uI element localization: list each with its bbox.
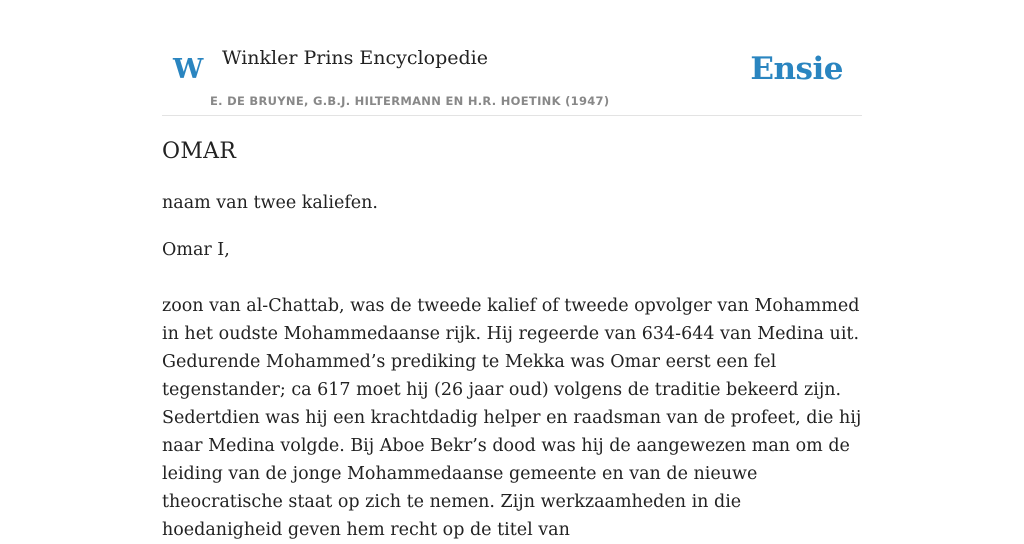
- site-authors: E. DE BRUYNE, G.B.J. HILTERMANN EN H.R. HOETINK (1947): [210, 94, 610, 108]
- article-content: [162, 138, 864, 544]
- article-subheading: Omar I,: [162, 239, 230, 260]
- article-title: OMAR: [162, 139, 237, 164]
- article-body: zoon van al-Chattab, was de tweede kalief of tweede opvolger van Mohammed in het oudste Mohammedaanse rijk. Hij regeerde van 634-644 van Medina uit. Gedurende Mohammed’s prediking te Mekka was Omar eerst een fel tegenstander; ca 617 moet hij (26 jaar oud) volgens de traditie bekeerd zijn. Sedertdien was hij een krachtdadig helper en raadsman van de profeet, die hij naar Medina volgde. Bij Aboe Bekr’s dood was hij de aangewezen man om de leiding van de jonge Mohammedaanse gemeente en van de nieuwe theocratische staat op zich te nemen. Zijn werkzaamheden in die hoedanigheid geven hem recht op de titel van: [162, 295, 862, 540]
- ensie-logo[interactable]: Ensie: [750, 51, 843, 87]
- winkler-prins-logo[interactable]: W: [173, 54, 203, 85]
- site-title[interactable]: Winkler Prins Encyclopedie: [222, 47, 488, 69]
- site-header: [162, 30, 862, 116]
- article-definition: naam van twee kaliefen.: [162, 192, 378, 213]
